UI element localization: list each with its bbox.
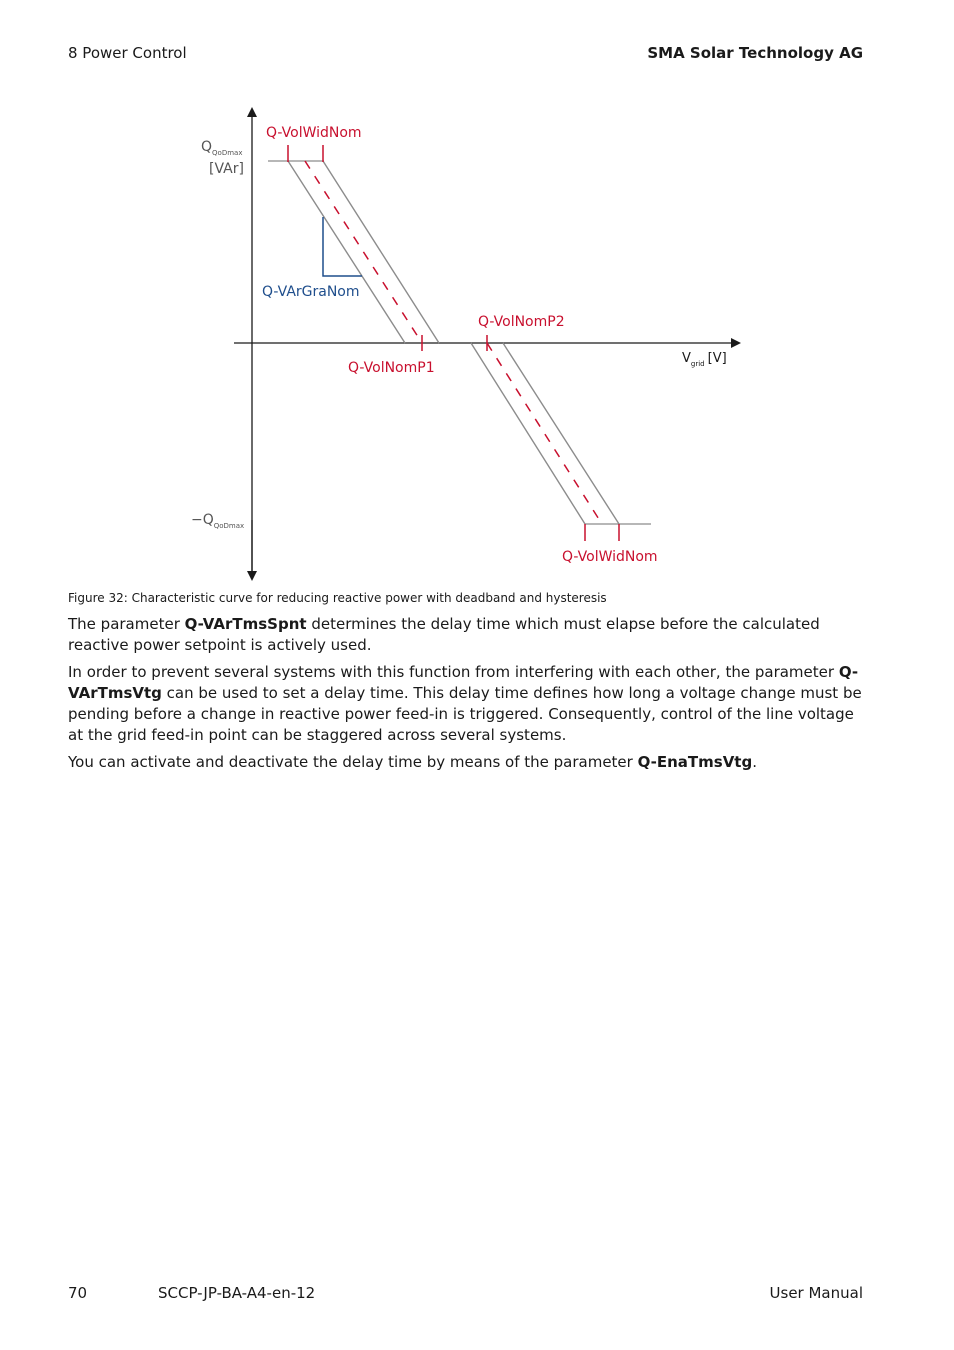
vargranom-label: Q-VArGraNom	[262, 284, 360, 300]
param-q-vartmsvtg: Q-VArTmsVtg	[68, 663, 859, 702]
p2-text-a: In order to prevent several systems with this function from interfering with each other, the parameter	[68, 663, 839, 681]
volnomp2-label: Q-VolNomP2	[478, 314, 565, 330]
paragraph-delay-setpoint	[68, 614, 868, 656]
upper-band-left-edge	[288, 161, 405, 343]
qmax-label: $Q_{QoDmax}$	[201, 139, 243, 157]
header-chapter: 8 Power Control	[68, 44, 187, 62]
footer-page-number: 70	[68, 1284, 88, 1302]
header-company: SMA Solar Technology AG	[647, 44, 863, 62]
p3-text-c: .	[752, 753, 757, 771]
lower-band-left-edge	[471, 343, 585, 524]
p1-text-a: The parameter	[68, 615, 185, 633]
p3-text-a: You can activate and deactivate the delay time by means of the parameter	[68, 753, 638, 771]
paragraph-enable-delay	[68, 752, 868, 773]
upper-band-right-edge	[323, 161, 439, 343]
vgrid-label: $V_{grid}$ [V]	[682, 351, 727, 368]
param-q-vartmsspnt: Q-VArTmsSpnt	[184, 615, 307, 633]
p1-text-c: determines the delay time which must elapse before the calculated reactive power setpoint is actively used.	[68, 615, 820, 654]
figure-caption: Figure 32: Characteristic curve for reducing reactive power with deadband and hysteresis	[68, 591, 607, 605]
p2-text-c: can be used to set a delay time. This delay time defines how long a voltage change must be pending before a change in reactive power feed-in is triggered. Consequently, control of the line voltage at the grid feed-in point can be staggered across several systems.	[68, 684, 862, 744]
volwidnom-bottom-label: Q-VolWidNom	[562, 549, 658, 565]
neg-qmax-label: $-Q_{QoDmax}$	[191, 512, 245, 530]
footer-doc-id: SCCP-JP-BA-A4-en-12	[158, 1284, 316, 1302]
paragraph-delay-voltage	[68, 662, 868, 746]
lower-band-center-dashed	[487, 343, 602, 524]
var-unit-label: [VAr]	[209, 161, 244, 177]
reactive-power-characteristic-figure	[0, 0, 954, 600]
volwidnom-top-label: Q-VolWidNom	[266, 125, 362, 141]
param-q-enatmsvtg: Q-EnaTmsVtg	[637, 753, 753, 771]
footer-manual: User Manual	[769, 1284, 863, 1302]
volnomp1-label: Q-VolNomP1	[348, 360, 435, 376]
lower-band-right-edge	[503, 343, 619, 524]
